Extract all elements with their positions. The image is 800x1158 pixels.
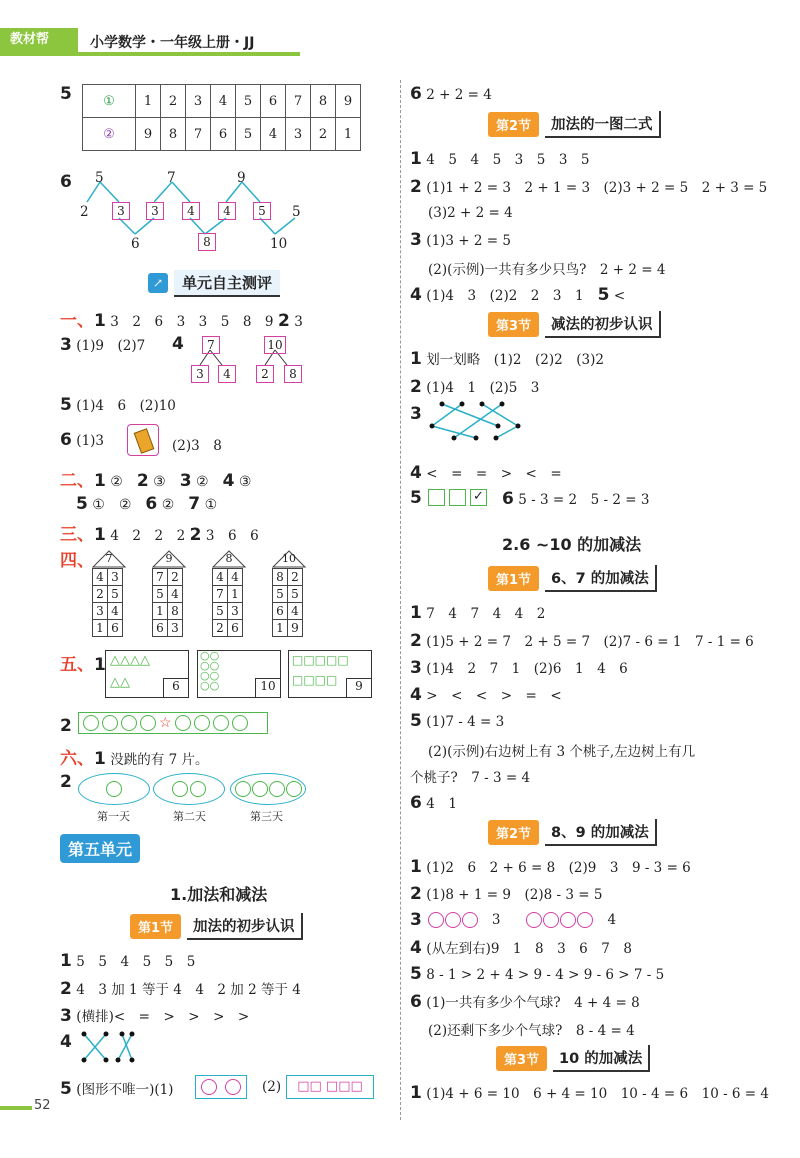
tree-top: 5 [95,170,104,186]
c4: 4 < = = > < = [410,463,562,483]
day-ellipse-1 [78,773,150,805]
circle-icon [445,912,461,928]
circle-icon [560,912,576,928]
circle-icon [232,715,248,731]
q6-number: 6 [60,172,72,192]
q5-number: 5 [60,84,72,104]
b3b: (2)(示例)一共有多少只鸟? 2 + 2 = 4 [428,262,666,278]
e2: 2 (1)8 + 1 = 9 (2)8 - 3 = 5 [410,884,603,904]
unit-test-title-text: 单元自主测评 [174,270,280,297]
column-divider [400,80,401,1120]
sec3-heading [488,312,661,336]
house: 7 4 3 2 5 3 4 1 6 [92,550,126,637]
e6a: 6 (1)一共有多少个气球? 4 + 4 = 8 [410,992,640,1012]
circle-icon [172,781,188,797]
circle-icon [194,715,210,731]
liu-1: 六、1 没跳的有 7 片。 [60,749,209,769]
tree-mid: 5 [292,204,301,220]
wu-box-3: □□□□□ □□□□ 9 [288,650,372,698]
c2: 2 (1)4 1 (2)5 3 [410,377,540,397]
house: 9 7 2 5 4 1 8 6 3 [152,550,186,637]
wu-2-shapes [78,712,268,734]
r6: 6 2 + 2 = 4 [410,84,492,104]
circle-icon [286,781,302,797]
sec1-title: 加法的初步认识 [187,913,303,940]
yi-4-box: 2 [256,365,274,383]
tree-mid-box: 5 [253,202,271,220]
sec1-tag: 第1节 [130,914,181,939]
circle-icon [462,912,478,928]
tree-mid-box: 3 [112,202,130,220]
circle-icon [428,912,444,928]
a5-box-2: □□ □□□ [286,1075,374,1099]
page-number: 52 [34,1098,51,1113]
c5-boxes [428,489,487,506]
house-roof: 7 [105,552,113,565]
circle-icon [213,715,229,731]
tree-mid-box: 4 [182,202,200,220]
circle-icon [106,781,122,797]
s2-title: 8、9 的加减法 [545,819,657,846]
glue-stick-icon [127,424,159,456]
tree-mid-box: 3 [146,202,164,220]
b4: 4 (1)4 3 (2)2 2 3 1 5 < [410,285,626,305]
s1-tag: 第1节 [488,566,539,591]
e1: 1 (1)2 6 2 + 6 = 8 (2)9 3 9 - 3 = 6 [410,857,691,877]
s2-tag: 第2节 [488,820,539,845]
circle-icon [269,781,285,797]
circle-icon [235,781,251,797]
b2b: (3)2 + 2 = 4 [428,205,513,221]
sec2-heading [488,112,661,136]
c5-number: 5 [410,488,422,508]
tree-bottom-box: 8 [198,233,216,251]
e4: 4 (从左到右)9 1 8 3 6 7 8 [410,938,632,958]
header-title: 小学数学・一年级上册・JJ [90,35,255,51]
e3: 3 3 4 [410,910,617,930]
er-row2: 5 ① ② 6 ② 7 ① [76,494,218,514]
d5a: 5 (1)7 - 4 = 3 [410,711,505,731]
circle-icon [83,715,99,731]
s3-heading [496,1046,650,1070]
yi-4-box: 4 [218,365,236,383]
circle-icon [201,1079,217,1095]
tree-mid-box: 4 [218,202,236,220]
d4: 4 > < < > = < [410,685,562,705]
circle-icon [225,1079,241,1095]
b2a: 2 (1)1 + 2 = 3 2 + 1 = 3 (2)3 + 2 = 5 2 + 3 = 5 [410,177,768,197]
tree-top: 7 [167,170,176,186]
e5: 5 8 - 1 > 2 + 4 > 9 - 4 > 9 - 6 > 7 - 5 [410,964,665,984]
f1: 1 (1)4 + 6 = 10 6 + 4 = 10 10 - 4 = 6 10 - 6 = 4 [410,1083,769,1103]
circle-icon [140,715,156,731]
header-bar [0,52,300,56]
s1-title: 6、7 的加减法 [545,565,657,592]
a5b: (2) [262,1079,282,1095]
house-roof: 10 [282,552,296,565]
day-label: 第二天 [173,810,206,823]
a4-number: 4 [60,1032,72,1052]
sec3-title: 减法的初步认识 [545,311,661,338]
circle-icon [252,781,268,797]
wu-2-number: 2 [60,716,72,736]
c3-number: 3 [410,404,422,424]
circle-icon [102,715,118,731]
circle-icon [175,715,191,731]
a4-dots [78,1030,138,1066]
b1: 1 4 5 4 5 3 5 3 5 [410,149,590,169]
check-icon: ✓ [470,489,487,506]
c3-dots [426,398,526,448]
yi-4-box: 8 [284,365,302,383]
header-badge: 教材帮 [0,28,78,52]
circle-icon [577,912,593,928]
yi-4-number: 4 [172,334,184,354]
d6: 6 4 1 [410,793,457,813]
d3: 3 (1)4 2 7 1 (2)6 1 4 6 [410,658,628,678]
yi-4-box: 10 [264,336,286,354]
unit-test-title [148,270,280,296]
tree-bottom: 6 [131,236,140,252]
sec2-title: 加法的一图二式 [545,111,661,138]
yi-5: 5 (1)4 6 (2)10 [60,395,176,415]
circle-icon [543,912,559,928]
page-number-bar [0,1106,32,1110]
yi-3: 3 (1)9 (2)7 [60,335,146,355]
circle-icon [190,781,206,797]
sec2-tag: 第2节 [488,112,539,137]
liu-2-number: 2 [60,772,72,792]
c6: 6 5 - 3 = 2 5 - 2 = 3 [502,489,650,509]
d5c: 个桃子? 7 - 3 = 4 [410,770,531,786]
yi-6: 6 (1)3 [60,430,105,450]
house-roof: 8 [225,552,233,565]
b3a: 3 (1)3 + 2 = 5 [410,230,511,250]
house-roof: 9 [165,552,173,565]
day-label: 第三天 [250,810,283,823]
yi-1: 一、1 3 2 6 3 3 5 8 9 2 3 [60,311,303,331]
san-row: 三、1 4 2 2 2 2 3 6 6 [60,525,259,545]
unit5-badge: 第五单元 [60,834,140,863]
circle-icon [121,715,137,731]
wu-label: 五、1 [60,655,106,675]
day-label: 第一天 [97,810,130,823]
section2-title: 2.6 ~10 的加减法 [502,535,642,554]
star-icon: ☆ [159,715,172,731]
sec1-heading [130,914,303,938]
chart-icon: ↗ [148,273,168,293]
a2: 2 4 3 加 1 等于 4 4 2 加 2 等于 4 [60,979,301,999]
wu-box-2: ○○ ○○ ○○ ○○ 10 [197,650,281,698]
a5-box-1 [195,1075,247,1099]
sec3-tag: 第3节 [488,312,539,337]
circle-icon [526,912,542,928]
tree-top: 9 [237,170,246,186]
a1: 1 5 5 4 5 5 5 [60,951,196,971]
c1: 1 划一划略 (1)2 (2)2 (3)2 [410,349,604,369]
section1-title: 1.加法和减法 [170,885,268,904]
house: 10 8 2 5 5 6 4 1 9 [272,550,306,637]
day-ellipse-2 [153,773,225,805]
e6b: (2)还剩下多少个气球? 8 - 4 = 4 [428,1023,635,1039]
tree-mid: 2 [80,204,89,220]
s1-heading [488,566,657,590]
s3-title: 10 的加减法 [553,1045,650,1072]
q5-table: ① 1 2 3 4 5 6 7 8 9 ② 9 8 7 6 5 4 3 2 1 [82,84,361,151]
si-label: 四、 [60,551,94,571]
d1: 1 7 4 7 4 4 2 [410,603,546,623]
yi-6b: (2)3 8 [172,438,222,454]
a5: 5 (图形不唯一)(1) [60,1079,174,1099]
day-ellipse-3 [230,773,306,805]
d5b: (2)(示例)右边树上有 3 个桃子,左边树上有几 [428,744,696,760]
yi-4-box: 3 [191,365,209,383]
house: 8 4 4 7 1 5 3 2 6 [212,550,246,637]
a3: 3 (横排)< = > > > > [60,1006,250,1026]
s2-heading [488,820,657,844]
d2: 2 (1)5 + 2 = 7 2 + 5 = 7 (2)7 - 6 = 1 7 - 1 = 6 [410,631,754,651]
er-row1: 二、1 ② 2 ③ 3 ② 4 ③ [60,471,252,491]
tree-bottom: 10 [270,236,288,252]
wu-box-1: △△△△ △△ 6 [105,650,189,698]
s3-tag: 第3节 [496,1046,547,1071]
yi-4-box: 7 [202,336,220,354]
